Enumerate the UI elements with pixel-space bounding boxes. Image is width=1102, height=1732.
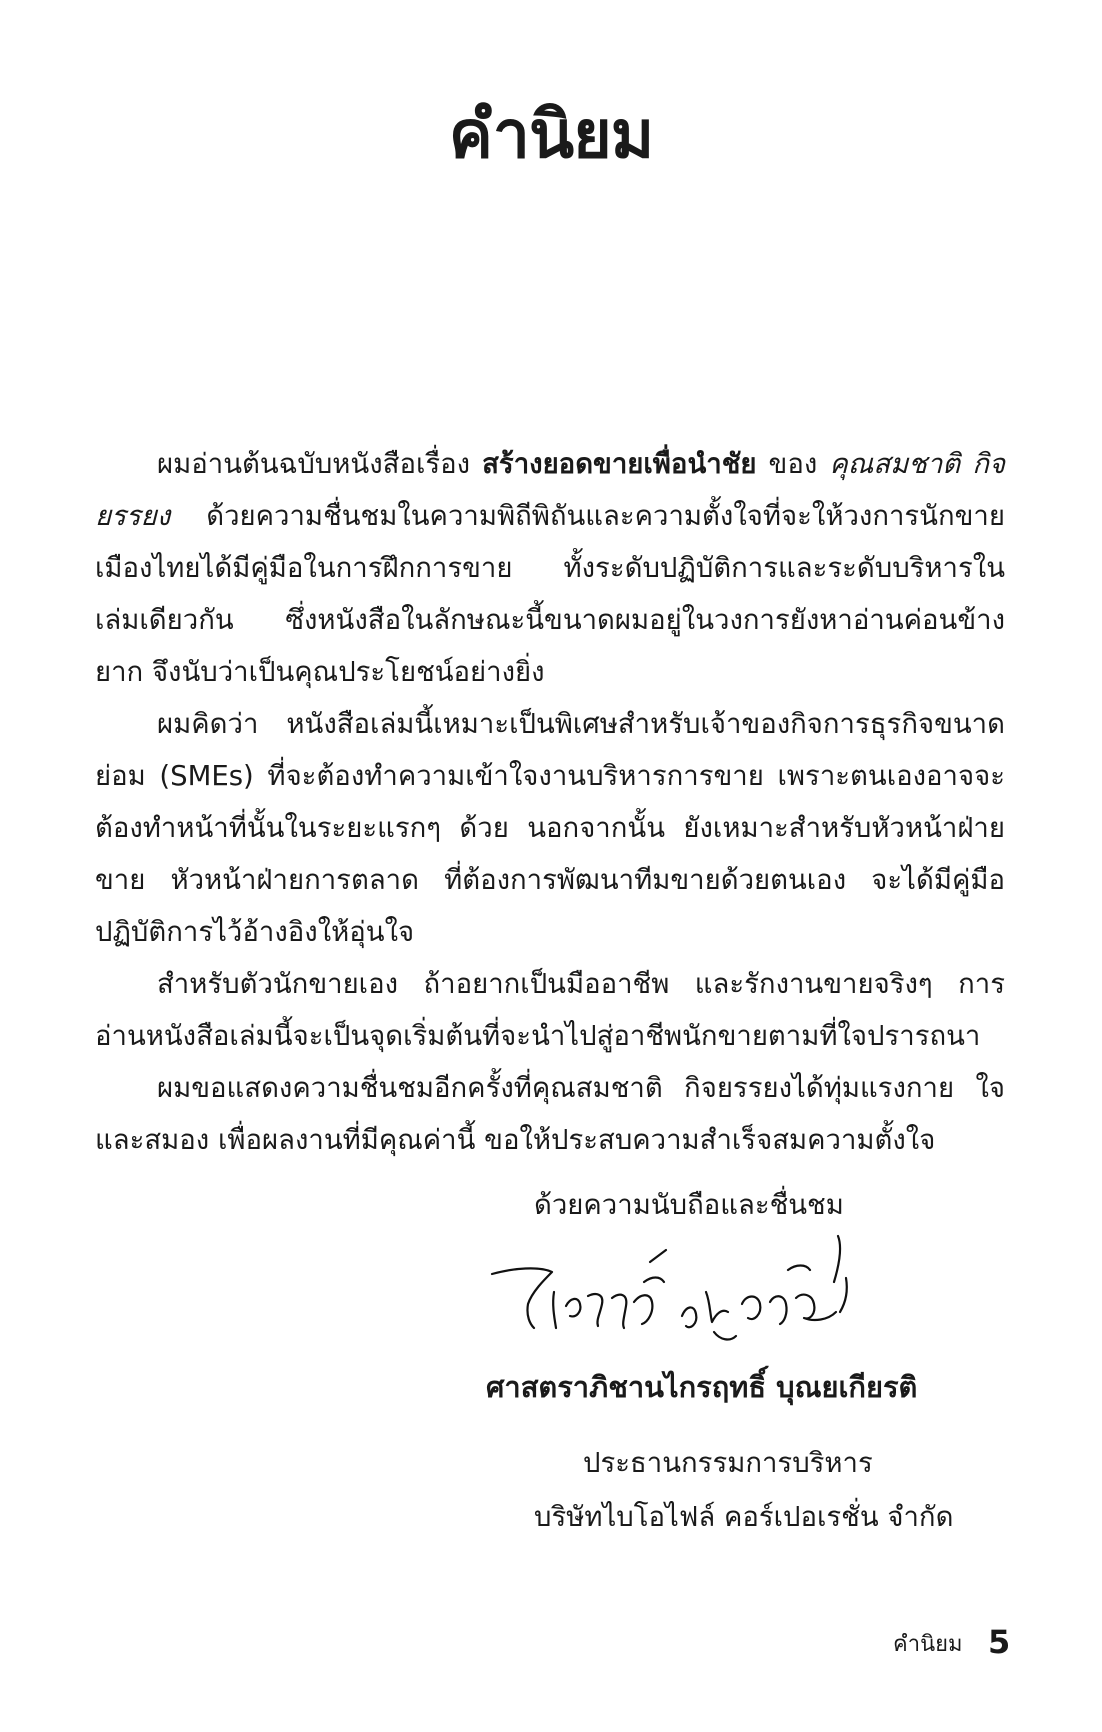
paragraph-1-lead: ผมอ่านต้นฉบับหนังสือเรื่อง <box>157 448 483 480</box>
paragraph-1-mid: ของ <box>756 448 830 480</box>
paragraph-1 <box>95 438 1005 698</box>
book-title: สร้างยอดขายเพื่อนำชัย <box>482 448 757 480</box>
paragraph-3: สำหรับตัวนักขายเอง ถ้าอยากเป็นมืออาชีพ และรักงานขายจริงๆ การอ่านหนังสือเล่มนี้จะเป็นจุดเริ่มต้นที่จะนำไปสู่อาชีพนักขายตามที่ใจปรารถนา <box>95 968 1005 1052</box>
author-name: คุณสมชาติ กิจยรรยง <box>95 448 1005 532</box>
handwritten-signature <box>484 1232 914 1362</box>
signer-title: ประธานกรรมการบริหาร <box>583 1447 873 1479</box>
paragraph-2: ผมคิดว่า หนังสือเล่มนี้เหมาะเป็นพิเศษสำหรับเจ้าของกิจการธุรกิจขนาดย่อม (SMEs) ที่จะต้องทำความเข้าใจงานบริหารการขาย เพราะตนเองอาจจะต้องทำหน้าที่นั้นในระยะแรกๆ ด้วย นอกจากนั้น ยังเหมาะสำหรับหัวหน้าฝ่ายขาย หัวหน้าฝ่ายการตลาด ที่ต้องการพัฒนาทีมขายด้วยตนเอง จะได้มีคู่มือปฏิบัติการไว้อ้างอิงให้อุ่นใจ <box>95 708 1005 948</box>
page-title: คำนิยม <box>448 96 654 173</box>
page-number: 5 <box>988 1623 1011 1661</box>
footer-section-label: คำนิยม <box>893 1632 963 1657</box>
paragraph-4: ผมขอแสดงความชื่นชมอีกครั้งที่คุณสมชาติ กิจยรรยงได้ทุ่มแรงกาย ใจ และสมอง เพื่อผลงานที่มีคุณค่านี้ ขอให้ประสบความสำเร็จสมความตั้งใจ <box>95 1072 1005 1156</box>
signer-name: ศาสตราภิชานไกรฤทธิ์ บุณยเกียรติ <box>486 1370 918 1404</box>
paragraph-1-rest: ด้วยความชื่นชมในความพิถีพิถันและความตั้งใจที่จะให้วงการนักขายเมืองไทยได้มีคู่มือในการฝึกการขาย ทั้งระดับปฏิบัติการและระดับบริหารในเล่มเดียวกัน ซึ่งหนังสือในลักษณะนี้ขนาดผมอยู่ในวงการยังหาอ่านค่อนข้างยาก จึงนับว่าเป็นคุณประโยชน์อย่างยิ่ง <box>95 500 1005 688</box>
signer-company: บริษัทไบโอไฟล์ คอร์เปอเรชั่น จำกัด <box>534 1501 954 1533</box>
foreword-body <box>95 438 1005 1166</box>
closing-line: ด้วยความนับถือและชื่นชม <box>534 1189 844 1221</box>
